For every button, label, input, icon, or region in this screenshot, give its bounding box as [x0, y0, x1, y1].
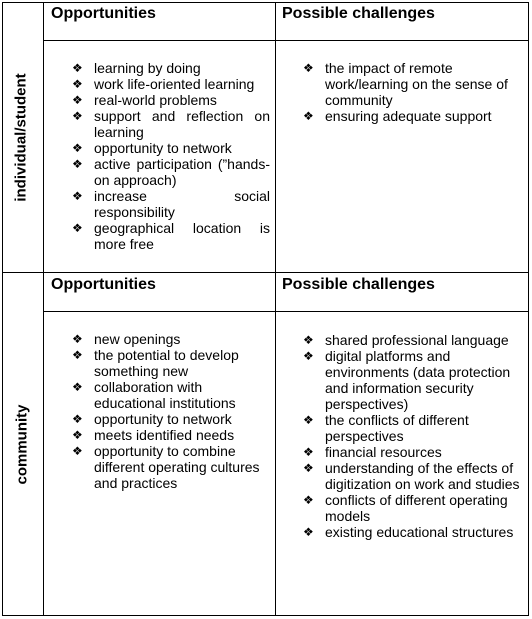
- list-item: ❖ the potential to develop something new: [72, 347, 239, 379]
- diamond-bullet-icon: ❖: [303, 333, 314, 347]
- list-item: ❖ opportunity to network: [72, 411, 232, 427]
- diamond-bullet-icon: ❖: [72, 93, 83, 107]
- list-item: ❖ financial resources: [303, 444, 442, 460]
- table-border-right: [528, 2, 529, 616]
- list-item: ❖ increase social responsibility: [72, 188, 270, 220]
- list-item: ❖ meets identified needs: [72, 427, 235, 443]
- list-item: ❖ geographical location is more free: [72, 220, 270, 252]
- diamond-bullet-icon: ❖: [303, 349, 314, 363]
- diamond-bullet-icon: ❖: [72, 428, 83, 442]
- diamond-bullet-icon: ❖: [303, 461, 314, 475]
- row-label-community: [0, 273, 43, 615]
- list-item: ❖ the impact of remote work/learning on the sense of community: [303, 60, 508, 108]
- list-item: ❖ shared professional language: [303, 332, 509, 348]
- list-item: ❖ opportunity to combine different operating cultures and practices: [72, 443, 260, 491]
- list-item: ❖ opportunity to network: [72, 140, 232, 156]
- opportunities-header: Opportunities: [51, 276, 156, 293]
- diamond-bullet-icon: ❖: [303, 413, 314, 427]
- list-item: ❖ collaboration with educational institutions: [72, 379, 236, 411]
- diamond-bullet-icon: ❖: [303, 445, 314, 459]
- row-label-text: individual/student: [13, 73, 30, 202]
- table-border-bottom: [2, 615, 529, 616]
- individual-opportunities-list: [72, 60, 270, 252]
- row-divider: [2, 272, 529, 273]
- list-item: ❖ new openings: [72, 331, 181, 347]
- list-item: ❖ support and reflection on learning: [72, 108, 270, 140]
- list-item: ❖ conflicts of different operating models: [303, 492, 508, 524]
- label-column-divider: [43, 2, 44, 616]
- challenges-header: Possible challenges: [282, 5, 435, 22]
- diamond-bullet-icon: ❖: [72, 141, 83, 155]
- challenges-header: Possible challenges: [282, 276, 435, 293]
- diamond-bullet-icon: ❖: [72, 412, 83, 426]
- diamond-bullet-icon: ❖: [72, 77, 83, 91]
- content-column-divider: [275, 2, 276, 616]
- list-item: ❖ ensuring adequate support: [303, 108, 492, 124]
- diamond-bullet-icon: ❖: [72, 61, 83, 75]
- diamond-bullet-icon: ❖: [72, 189, 83, 203]
- list-item: ❖ active participation (”hands-on approach): [72, 156, 270, 188]
- individual-challenges-list: [303, 60, 523, 124]
- row1-header-divider: [43, 40, 529, 41]
- diamond-bullet-icon: ❖: [72, 444, 83, 458]
- diamond-bullet-icon: ❖: [72, 380, 83, 394]
- diamond-bullet-icon: ❖: [72, 332, 83, 346]
- list-item: ❖ understanding of the effects of digitization on work and studies: [303, 460, 520, 492]
- row-label-text: community: [13, 403, 31, 485]
- list-item: ❖ work life-oriented learning: [72, 76, 255, 92]
- list-item: ❖ learning by doing: [72, 60, 201, 76]
- diamond-bullet-icon: ❖: [303, 493, 314, 507]
- table-border-top: [2, 2, 529, 3]
- diamond-bullet-icon: ❖: [303, 525, 314, 539]
- list-item: ❖ the conflicts of different perspectives: [303, 412, 469, 444]
- diamond-bullet-icon: ❖: [72, 348, 83, 362]
- list-item: ❖ digital platforms and environments (data protection and information security perspectives): [303, 348, 511, 412]
- diamond-bullet-icon: ❖: [303, 61, 314, 75]
- list-item: ❖ real-world problems: [72, 92, 217, 108]
- diamond-bullet-icon: ❖: [72, 109, 83, 123]
- diamond-bullet-icon: ❖: [72, 157, 83, 171]
- opportunities-header: Opportunities: [51, 5, 156, 22]
- row-label-individual-student: [0, 3, 43, 272]
- list-item: ❖ existing educational structures: [303, 524, 514, 540]
- community-challenges-list: [303, 332, 523, 540]
- row2-header-divider: [43, 311, 529, 312]
- diamond-bullet-icon: ❖: [72, 221, 83, 235]
- community-opportunities-list: [72, 331, 270, 491]
- diamond-bullet-icon: ❖: [303, 109, 314, 123]
